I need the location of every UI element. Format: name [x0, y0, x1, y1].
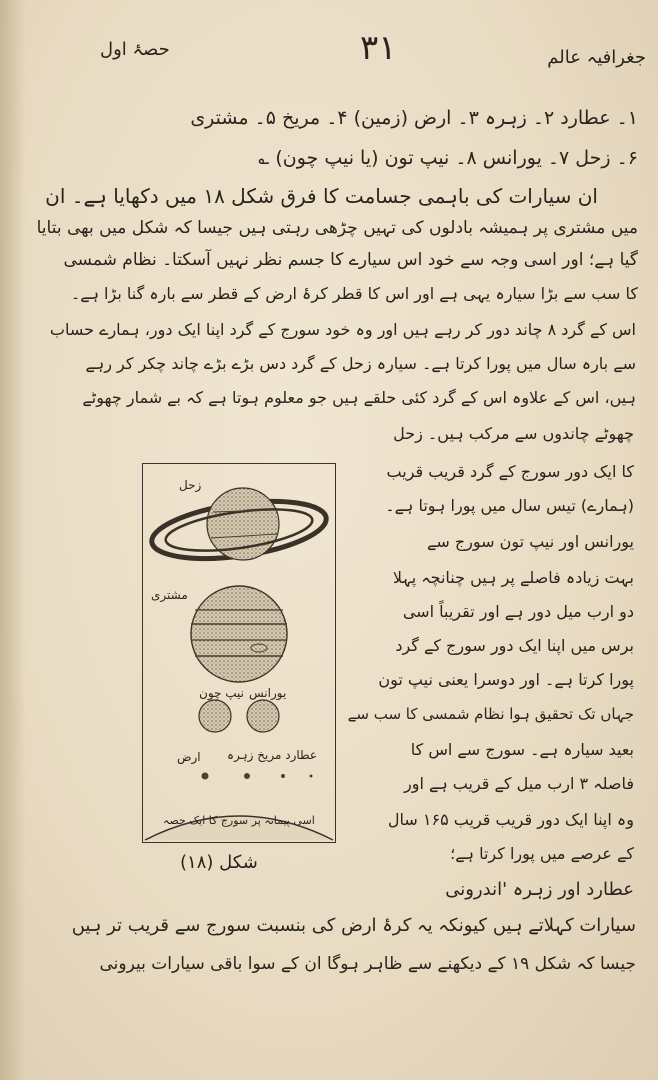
neptune-drawing [199, 700, 231, 732]
label-neptune: نیپ چون [199, 686, 244, 700]
mars-drawing [281, 774, 285, 778]
label-earth: ارض [177, 750, 201, 764]
label-sun-strip: اسی پیمانہ پر سورج کا ایک حصہ [163, 814, 315, 827]
saturn-drawing [148, 488, 330, 568]
planet-list-row-2: ۶۔ زحل ۷۔ یورانس ۸۔ نیپ تون (یا نیپ چون)‏ ؎ [258, 147, 638, 169]
uranus-drawing [247, 700, 279, 732]
side-line: کا ایک دور سورج کے گرد قریب قریب [386, 462, 634, 481]
jupiter-drawing [191, 586, 287, 682]
bottom-line: عطارد اور زہرہ 'اندرونی [445, 879, 634, 900]
side-line: پورا کرتا ہے۔ اور دوسرا یعنی نیپ تون [378, 670, 634, 689]
side-line: برس میں اپنا ایک دور سورج کے گرد [395, 636, 634, 655]
earth-drawing [202, 773, 209, 780]
body-line: میں مشتری پر ہمیشہ بادلوں کی تہیں چڑھی رہتی ہیں جیسا کہ شکل میں بھی بتایا [36, 218, 638, 238]
mercury-drawing [310, 775, 313, 778]
page-fold-shadow [0, 0, 26, 1080]
bottom-line: سیارات کہلاتے ہیں کیونکہ یہ کرۂ ارض کی بنسبت سورج سے قریب تر ہیں [71, 915, 636, 936]
side-line: (ہمارے) تیس سال میں پورا ہوتا ہے۔ [385, 496, 634, 515]
label-inner-planets: عطارد مریخ زہرہ [227, 748, 318, 762]
header-book-title: جغرافیہ عالم [547, 47, 646, 68]
planet-list-row-1: ۱۔ عطارد ۲۔ زہرہ ۳۔ ارض (زمین) ۴۔ مریخ ۵۔ مشتری [190, 107, 638, 129]
side-line: فاصلہ ۳ ارب میل کے قریب ہے اور [403, 774, 634, 793]
planet-illustration [143, 464, 335, 842]
side-line: یورانس اور نیپ تون سورج سے [426, 532, 634, 551]
side-line: چھوٹے چاندوں سے مرکب ہیں۔ زحل [393, 424, 634, 443]
label-uranus: یورانس [249, 686, 287, 700]
side-line: وہ اپنا ایک دور قریب قریب ۱۶۵ سال [387, 810, 634, 829]
side-line: دو ارب میل دور ہے اور تقریباً اسی [402, 602, 634, 621]
body-line: گیا ہے؛ اور اسی وجہ سے خود اس سیارے کا جسم نظر نہیں آسکتا۔ نظام شمسی [63, 250, 638, 270]
side-line: کے عرصے میں پورا کرتا ہے؛ [450, 844, 634, 863]
side-line: بہت زیادہ فاصلے پر ہیں چنانچہ پہلا [392, 568, 634, 587]
body-line: کا سب سے بڑا سیارہ یہی ہے اور اس کا قطر کرۂ ارض کے قطر سے بارہ گنا بڑا ہے۔ [70, 284, 638, 303]
figure-caption: شکل (۱۸) [180, 852, 258, 873]
side-line: بعید سیارہ ہے۔ سورج سے اس کا [410, 740, 634, 759]
planet-size-figure [142, 463, 336, 843]
body-line: ان سیارات کی باہمی جسامت کا فرق شکل ۱۸ میں دکھایا ہے۔ ان [45, 184, 598, 208]
page-number: ۳۱ [360, 28, 397, 68]
bottom-line: جیسا کہ شکل ۱۹ کے دیکھنے سے ظاہر ہوگا ان کے سوا باقی سیارات بیرونی [99, 954, 636, 974]
body-line: اس کے گرد ۸ چاند دور کر رہے ہیں اور وہ خود سورج کے گرد اپنا ایک دور، ہمارے حساب [49, 320, 636, 339]
label-saturn: زحل [179, 478, 202, 492]
header-section-label: حصۂ اول [100, 39, 170, 60]
venus-drawing [244, 773, 250, 779]
label-jupiter: مشتری [151, 588, 188, 602]
side-line: جہاں تک تحقیق ہوا نظام شمسی کا سب سے [347, 705, 634, 723]
body-line: ہیں، اس کے علاوہ اس کے گرد کئی حلقے ہیں جو معلوم ہوتا ہے کہ بے شمار چھوٹے [82, 388, 636, 407]
body-line: سے بارہ سال میں پورا کرتا ہے۔ سیارہ زحل کے گرد دس بڑے بڑے چاند چکر کر رہے [85, 354, 636, 373]
